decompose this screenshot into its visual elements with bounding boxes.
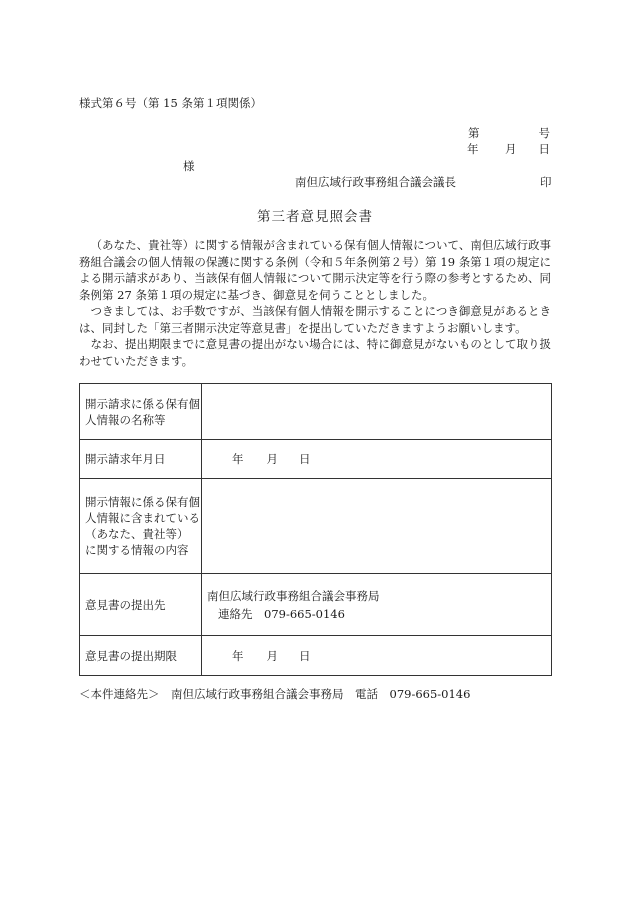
month-label: 月 xyxy=(505,142,517,156)
label-info-content xyxy=(80,479,202,574)
label-info-content-b: に関する情報の内容 xyxy=(85,543,189,557)
value-request-date xyxy=(202,440,552,479)
submit-to-phone: 連絡先 079-665-0146 xyxy=(218,606,345,621)
day-label: 日 xyxy=(299,452,311,466)
table-row xyxy=(80,636,552,676)
month-label: 月 xyxy=(266,648,278,663)
seal-mark: 印 xyxy=(540,175,552,189)
day-label: 日 xyxy=(299,648,311,663)
year-label: 年 xyxy=(467,142,479,156)
body-paragraph-3: なお、提出期限までに意見書の提出がない場合には、特に御意見がないものとして取り扱わせていただきます。 xyxy=(79,337,551,368)
year-label: 年 xyxy=(232,452,244,466)
body-paragraph-1: （あなた、貴社等）に関する情報が含まれている保有個人情報について、南但広域行政事務組合議会の個人情報の保護に関する条例（令和５年条例第２号）第 19 条第１項の規定による開示請求があり、当該保有個人情報について開示決定等を行う際の参考とするため、同条例第 27 条第１項の規定に基づき、御意見を伺うこととしました。 xyxy=(79,238,551,302)
document-title: 第三者意見照会書 xyxy=(257,209,373,225)
label-submit-to: 意見書の提出先 xyxy=(80,574,202,636)
table-row xyxy=(80,440,552,479)
dai-label: 第 xyxy=(468,126,480,140)
table-row xyxy=(80,384,552,440)
submit-to-office: 南但広域行政事務組合議会事務局 xyxy=(207,588,380,603)
body-paragraph-2: つきましては、お手数ですが、当該保有個人情報を開示することにつき御意見があるときは、同封した「第三者開示決定等意見書」を提出していただきますようお願いします。 xyxy=(79,304,551,335)
addressee-honorific: 様 xyxy=(183,159,195,173)
label-deadline: 意見書の提出期限 xyxy=(80,636,202,676)
value-info-content xyxy=(202,479,552,574)
month-label: 月 xyxy=(266,452,278,466)
inquiry-table xyxy=(79,383,552,676)
value-deadline xyxy=(202,636,552,676)
body-text xyxy=(79,237,551,369)
form-number: 様式第６号（第 15 条第１項関係） xyxy=(79,96,262,110)
day-label: 日 xyxy=(538,142,550,156)
label-info-name: 開示請求に係る保有個人情報の名称等 xyxy=(80,384,202,440)
table-row xyxy=(80,574,552,636)
year-label: 年 xyxy=(232,648,244,663)
sender-name: 南但広域行政事務組合議会議長 xyxy=(295,175,456,189)
table-row xyxy=(80,479,552,574)
value-info-name xyxy=(202,384,552,440)
label-info-content-a: 開示情報に係る保有個人情報に含まれている（あなた、貴社等） xyxy=(85,495,200,541)
go-label: 号 xyxy=(538,126,550,140)
value-submit-to xyxy=(202,574,552,636)
label-request-date: 開示請求年月日 xyxy=(80,440,202,479)
contact-line: ＜本件連絡先＞ 南但広域行政事務組合議会事務局 電話 079-665-0146 xyxy=(79,687,471,701)
